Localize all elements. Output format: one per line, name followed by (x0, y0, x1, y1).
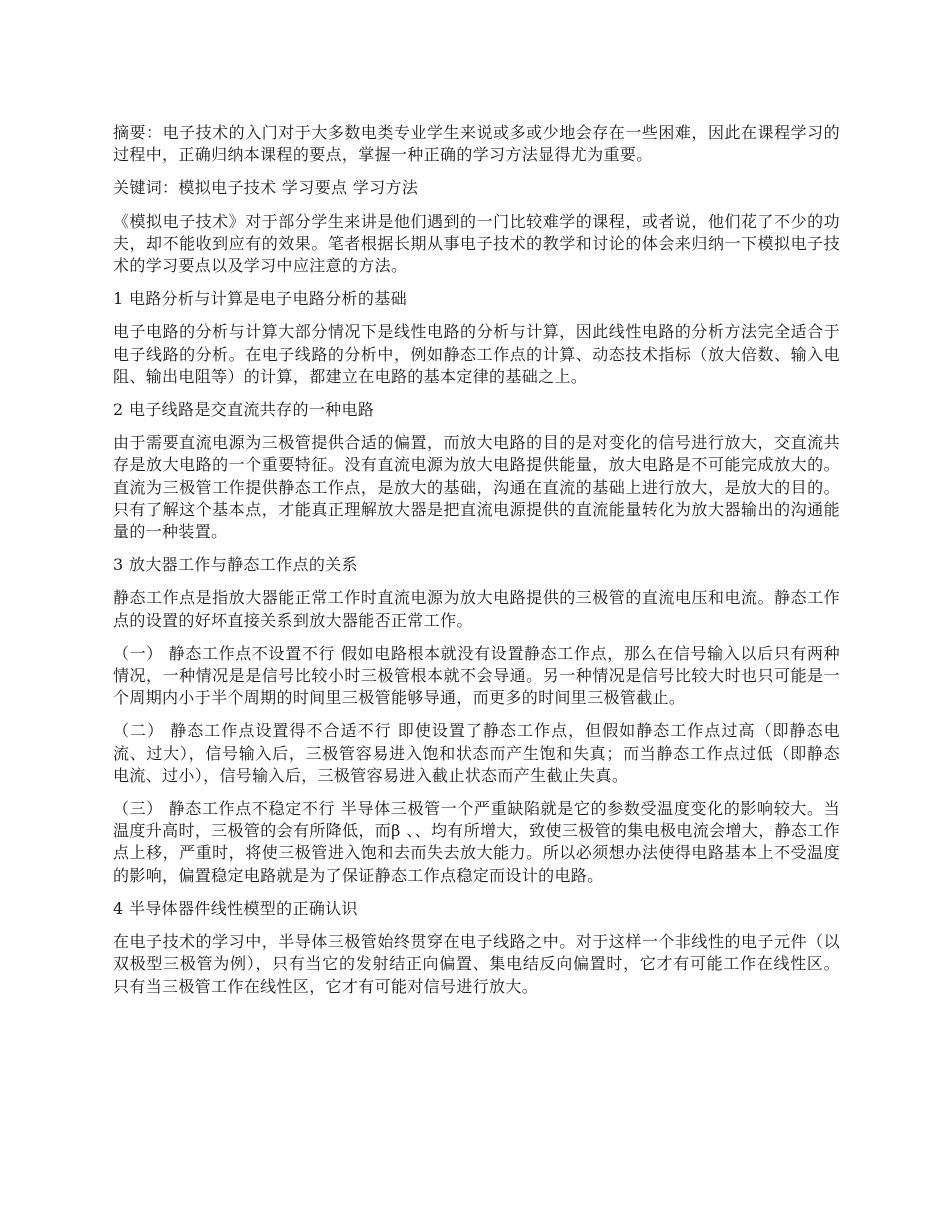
section-4-paragraph: 在电子技术的学习中，半导体三极管始终贯穿在电子线路之中。对于这样一个非线性的电子元件（以双极型三极管为例），只有当它的发射结正向偏置、集电结反向偏置时，它才有可能工作在线性区。只有当三极管工作在线性区，它才有可能对信号进行放大。 (113, 932, 840, 996)
section-3-paragraph: 静态工作点是指放大器能正常工作时直流电源为放大电路提供的三极管的直流电压和电流。静态工作点的设置的好坏直接关系到放大器能否正常工作。 (113, 588, 840, 630)
intro-paragraph: 《模拟电子技术》对于部分学生来讲是他们遇到的一门比较难学的课程，或者说，他们花了不少的功夫，却不能收到应有的效果。笔者根据长期从事电子技术的教学和讨论的体会来归纳一下模拟电子技术的学习要点以及学习中应注意的方法。 (113, 211, 840, 276)
section-heading-3: 3 放大器工作与静态工作点的关系 (113, 555, 358, 575)
document-body (113, 122, 840, 1009)
section-heading-2: 2 电子线路是交直流共存的一种电路 (113, 400, 375, 420)
section-1-paragraph: 电子电路的分析与计算大部分情况下是线性电路的分析与计算，因此线性电路的分析方法完全适合于电子线路的分析。在电子线路的分析中，例如静态工作点的计算、动态技术指标（放大倍数、输入电阻、输出电阻等）的计算，都建立在电路的基本定律的基础之上。 (113, 322, 840, 386)
abstract-paragraph: 摘要：电子技术的入门对于大多数电类专业学生来说或多或少地会存在一些困难，因此在课程学习的过程中，正确归纳本课程的要点，掌握一种正确的学习方法显得尤为重要。 (113, 123, 840, 165)
section-3-item-2: （二） 静态工作点设置得不合适不行 即使设置了静态工作点，但假如静态工作点过高（即静态电流、过大），信号输入后，三极管容易进入饱和状态而产生饱和失真；而当静态工作点过低（即静态电流、过小），信号输入后，三极管容易进入截止状态而产生截止失真。 (113, 721, 840, 785)
section-3-item-3: （三） 静态工作点不稳定不行 半导体三极管一个严重缺陷就是它的参数受温度变化的影响较大。当温度升高时，三极管的会有所降低，而β 、、均有所增大，致使三极管的集电极电流会增大，静态工作点上移，严重时，将使三极管进入饱和去而失去放大能力。所以必须想办法使得电路基本上不受温度的影响，偏置稳定电路就是为了保证静态工作点稳定而设计的电路。 (113, 799, 840, 885)
keywords-paragraph: 关键词：模拟电子技术 学习要点 学习方法 (113, 178, 419, 198)
section-heading-4: 4 半导体器件线性模型的正确认识 (113, 898, 358, 918)
section-heading-1: 1 电路分析与计算是电子电路分析的基础 (113, 289, 407, 309)
section-2-paragraph: 由于需要直流电源为三极管提供合适的偏置，而放大电路的目的是对变化的信号进行放大，交直流共存是放大电路的一个重要特征。没有直流电源为放大电路提供能量，放大电路是不可能完成放大的。直流为三极管工作提供静态工作点，是放大的基础，沟通在直流的基础上进行放大，是放大的目的。只有了解这个基本点，才能真正理解放大器是把直流电源提供的直流能量转化为放大器输出的沟通能量的一种装置。 (113, 433, 840, 542)
section-3-item-1: （一） 静态工作点不设置不行 假如电路根本就没有设置静态工作点，那么在信号输入以后只有两种情况，一种情况是是信号比较小时三极管根本就不会导通。另一种情况是信号比较大时也只可能是一个周期内小于半个周期的时间里三极管能够导通，而更多的时间里三极管截止。 (113, 643, 840, 708)
